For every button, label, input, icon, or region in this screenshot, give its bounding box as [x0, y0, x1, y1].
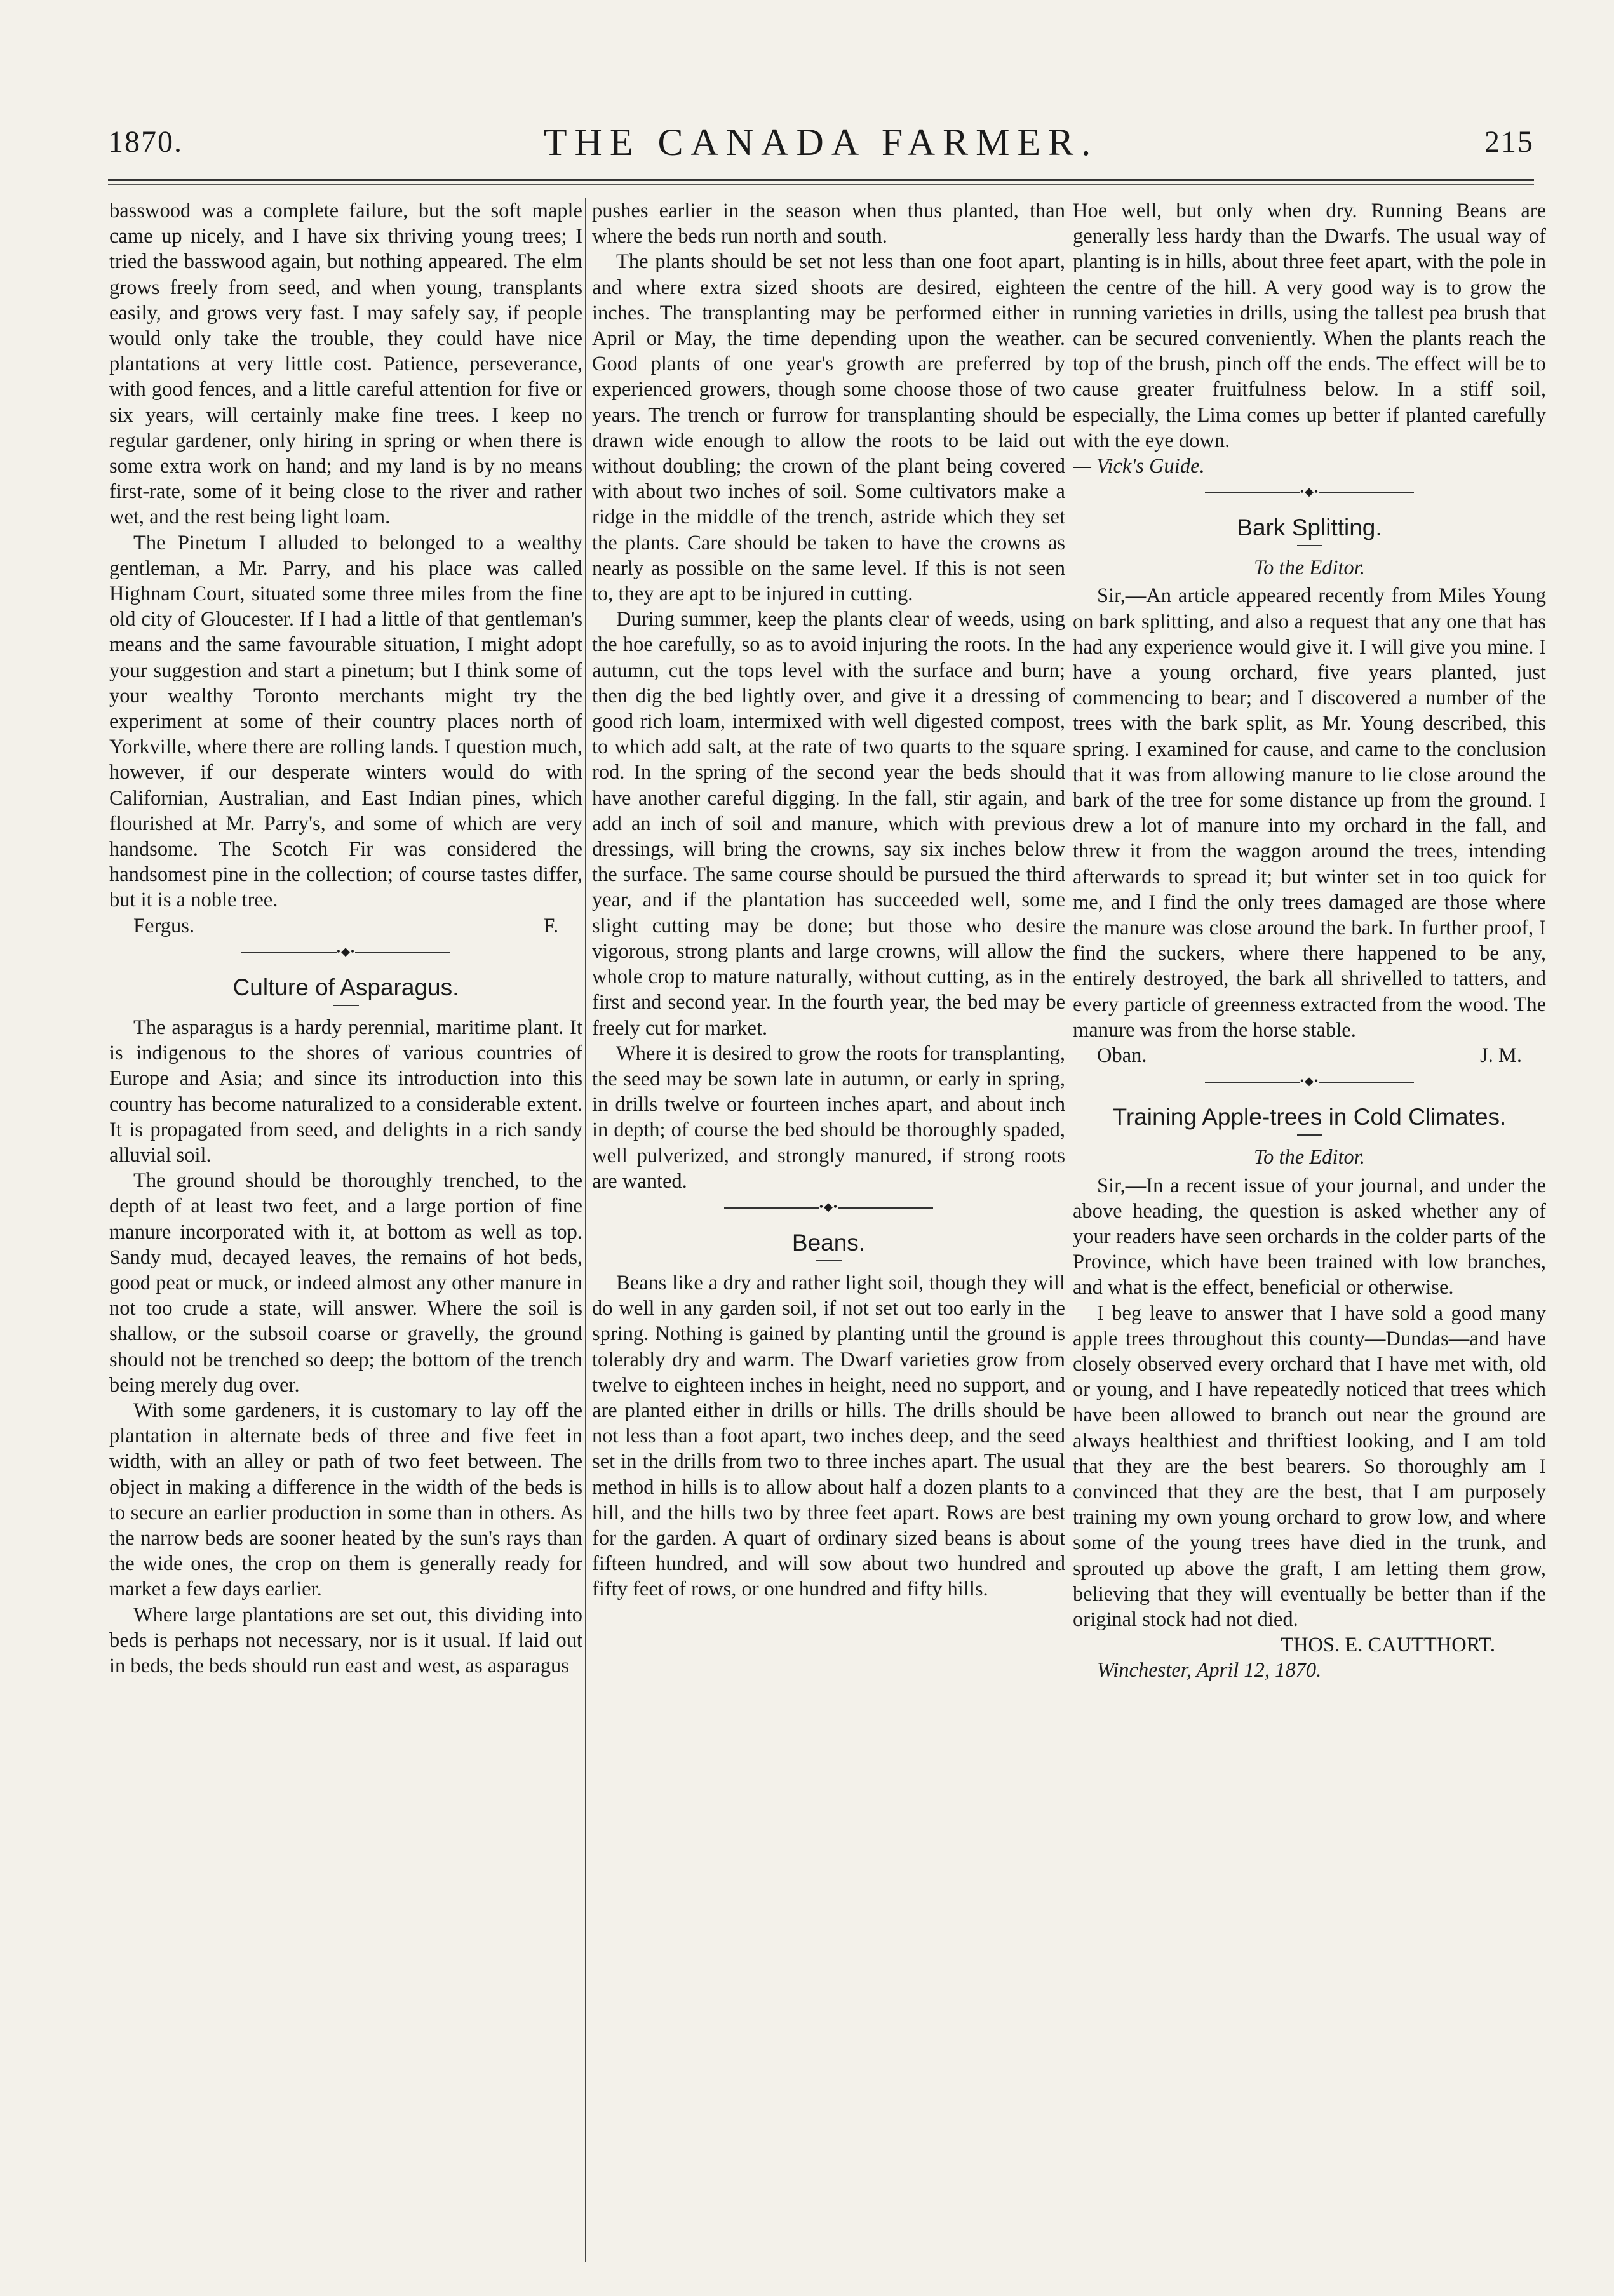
heading-rule: [816, 1260, 842, 1261]
paragraph: I beg leave to answer that I have sold a good many apple trees throughout this county—Dundas—and have closely observed every orchard that I have met with, old or young, and I have repeatedly noticed that trees which have been allowed to branch out near the ground are always healthiest and thriftiest looking, and I am told that they are the best bearers. So thoroughly am I convinced that they are the best, that I am purposely training my own young orchard to grow low, and where some of the young trees have died in the trunk, and sprouted up above the graft, I am letting them grow, believing that they will eventually be better than if the original stock had not died.: [1073, 1301, 1546, 1631]
section-ornament: •◆•: [109, 939, 582, 964]
paragraph: Hoe well, but only when dry. Running Beans are generally less hardy than the Dwarfs. The usual way of planting is in hills, about three feet apart, with the pole in the centre of the hill. A very good way is to grow the running varieties in drills, using the tallest pea brush that can be secured conveniently. When the plants reach the top of the brush, pinch off the ends. The effect will be to cause greater fruitfulness below. In a stiff soil, especially, the Lima comes up better if planted carefully with the eye down.: [1073, 199, 1546, 452]
article-heading: Culture of Asparagus.: [232, 974, 459, 1000]
paragraph: The Pinetum I alluded to belonged to a wealthy gentleman, a Mr. Parry, and his place was called Highnam Court, situated some three miles from the fine old city of Gloucester. If I had a little of that gentleman's means and the same favourable situation, I might adopt your suggestion and start a pinetum; but I think some of your wealthy Toronto merchants might try the experiment at some of their country places north of Yorkville, where there are rolling lands. I question much, however, if our desperate winters would do with Californian, Australian, and East Indian pines, which flourished at Mr. Parry's, and some of which are very handsome. The Scotch Fir was considered the handsomest pine in the collection; of course tastes differ, but it is a noble tree.: [109, 531, 582, 912]
masthead-year: 1870.: [108, 125, 183, 159]
article-heading: Beans.: [791, 1229, 866, 1256]
signoff-initial: J. M.: [1480, 1044, 1522, 1068]
to-the-editor: To the Editor.: [1254, 556, 1365, 580]
paragraph: Sir,—An article appeared recently from Miles Young on bark splitting, and also a request that any one that has had any experience would give it. I will give you mine. I have a young orchard, five years planted, just commencing to bear; and I discovered a number of the trees with the bark split, as Mr. Young described, this spring. I examined for cause, and came to the conclusion that it was from allowing manure to lie close around the bark of the tree for some distance up from the ground. I drew a lot of manure into my orchard in the fall, and threw it from the waggon around the trees, intending afterwards to spread it; but winter set in too quick for me, and I find the only trees damaged are those where the manure was close around the bark. In further proof, I find the suckers, where there happened to be any, entirely destroyed, the bark all shrivelled to tatters, and every particle of greenness extracted from the wood. The manure was from the horse stable.: [1073, 584, 1546, 1042]
paragraph: basswood was a complete failure, but the soft maple came up nicely, and I have six thriving young trees; I tried the basswood again, but nothing appeared. The elm grows freely from seed, and when young, transplants easily, and grows very fast. I may safely say, if people would only take the trouble, they could have nice plantations at very little cost. Patience, perseverance, with good fences, and a little careful attention for five or six years, will certainly make fine trees. I keep no regular gardener, only hiring in spring or when there is some extra work on hand; and my land is by no means first-rate, some of it being close to the river and rather wet, and the rest being light loam.: [109, 199, 582, 529]
article-heading: Training Apple-trees in Cold Climates.: [1112, 1104, 1507, 1131]
section-ornament: •◆•: [1073, 479, 1546, 504]
heading-rule: [1297, 1134, 1322, 1136]
heading-rule: [1297, 545, 1322, 546]
signoff-place: Fergus.: [133, 914, 195, 937]
paragraph: Where it is desired to grow the roots for transplanting, the seed may be sown late in autumn, or early in spring, in drills twelve or fourteen inches apart, and about inch in depth; of course the bed should be thoroughly spaded, well pulverized, and strongly manured, if strong roots are wanted.: [592, 1042, 1065, 1193]
heading-rule: [333, 1005, 359, 1006]
to-the-editor: To the Editor.: [1254, 1146, 1365, 1169]
article-heading: Bark Splitting.: [1237, 514, 1382, 541]
signature: THOS. E. CAUTTHORT.: [1281, 1634, 1495, 1657]
paragraph: With some gardeners, it is customary to lay off the plantation in alternate beds of three and five feet in width, with an alley or path of two feet between. The object in making a difference in the width of the beds is to secure an earlier production in some than in others. As the narrow beds are sooner heated by the sun's rays than the wide ones, the crop on them is generally ready for market a few days earlier.: [109, 1399, 582, 1601]
paragraph: Where large plantations are set out, this dividing into beds is perhaps not necessary, nor is it usual. If laid out in beds, the beds should run east and west, as asparagus: [109, 1603, 582, 1677]
section-ornament: •◆•: [592, 1194, 1065, 1219]
column-2: [592, 198, 1065, 2262]
column-3: [1073, 198, 1546, 2262]
signoff: [1073, 1043, 1546, 1068]
signoff-initial: F.: [543, 914, 558, 937]
masthead-rule: [108, 179, 1534, 181]
paragraph: The ground should be thoroughly trenched, to the depth of at least two feet, and a large portion of fine manure incorporated with it, at bottom as well as top. Sandy mud, decayed leaves, the remains of hot beds, good peat or muck, or indeed almost any other manure in not too crude a state, will answer. Where the soil is shallow, or the subsoil coarse or gravelly, the ground should not be trenched so deep; the bottom of the trench being merely dug over.: [109, 1169, 582, 1397]
paragraph: pushes earlier in the season when thus planted, than where the beds run north and south.: [592, 199, 1065, 248]
masthead-rule-thin: [108, 184, 1534, 185]
column-divider-1: [585, 198, 586, 2262]
paragraph: During summer, keep the plants clear of weeds, using the hoe carefully, so as to avoid injuring the roots. In the autumn, cut the tops level with the surface and burn; then dig the bed lightly over, and give it a dressing of good rich loam, intermixed with well digested compost, to which add salt, at the rate of two quarts to the square rod. In the spring of the second year the beds should have another careful digging. In the fall, stir again, and add an inch of soil and manure, which with previous dressings, will bring the crowns, say six inches below the surface. The same course should be pursued the third year, and if the plantation has succeeded well, some slight cutting may be done; but those who desire vigorous, strong plants and large crowns, will allow the whole crop to mature naturally, without cutting, as in the first and second year. In the fourth year, the bed may be freely cut for market.: [592, 608, 1065, 1040]
paragraph: The plants should be set not less than one foot apart, and where extra sized shoots are desired, eighteen inches. The transplanting may be performed either in April or May, the time depending upon the weather. Good plants of one year's growth are preferred by experienced growers, though some choose those of two years. The trench or furrow for transplanting should be drawn wide enough to allow the roots to be laid out without doubling; the crown of the plant being covered with about two inches of soil. Some cultivators make a ridge in the middle of the trench, astride which they set the plants. Care should be taken to have the crowns as nearly as possible on the same level. If this is not seen to, they are apt to be injured in cutting.: [592, 250, 1065, 606]
signoff-place: Oban.: [1097, 1044, 1147, 1068]
page-number: 215: [1484, 125, 1534, 159]
masthead: [108, 121, 1534, 169]
paragraph: The asparagus is a hardy perennial, maritime plant. It is indigenous to the shores of various countries of Europe and Asia; and since its introduction into this country has become naturalized to a considerable extent. It is propagated from seed, and delights in a rich sandy alluvial soil.: [109, 1016, 582, 1167]
dateline: Winchester, April 12, 1870.: [1097, 1659, 1322, 1682]
section-ornament: •◆•: [1073, 1068, 1546, 1094]
signoff: [109, 913, 582, 939]
masthead-title: THE CANADA FARMER.: [543, 121, 1099, 163]
source-credit: — Vick's Guide.: [1073, 455, 1205, 478]
paragraph: Sir,—In a recent issue of your journal, and under the above heading, the question is asked whether any of your readers have seen orchards in the colder parts of the Province, which have been trained with low branches, and what is the effect, beneficial or otherwise.: [1073, 1174, 1546, 1299]
column-1: [109, 198, 582, 2262]
paragraph: Beans like a dry and rather light soil, though they will do well in any garden soil, if not set out too early in the spring. Nothing is gained by planting until the ground is tolerably dry and warm. The Dwarf varieties grow from twelve to eighteen inches in height, need no support, and are planted either in drills or hills. The drills should be not less than a foot apart, two inches deep, and the seed set in the drills from two to three inches apart. The usual method in hills is to allow about half a dozen plants to a hill, and the hills two by three feet apart. Rows are best for the garden. A quart of ordinary sized beans is about fifteen hundred, and will sow about two hundred and fifty feet of rows, or one hundred and fifty hills.: [592, 1271, 1065, 1601]
